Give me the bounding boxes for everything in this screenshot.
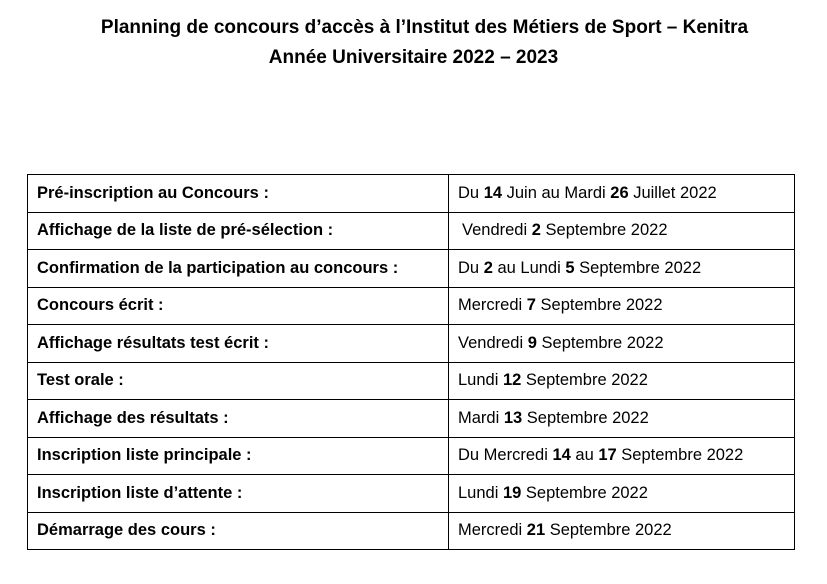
date-text: Septembre 2022 [540,221,668,240]
date-day: 17 [598,446,617,465]
date-text: Septembre 2022 [535,296,663,315]
date-day: 21 [526,521,546,540]
date-text: au Lundi [492,258,566,277]
event-date [449,437,795,475]
date-text: Du Mercredi [458,446,553,465]
date-day: 2 [483,258,493,277]
event-label: Pré-inscription au Concours : [28,175,449,213]
date-day: 9 [527,333,537,352]
event-date [449,325,795,363]
event-date [449,250,795,288]
date-day: 19 [502,483,522,502]
event-label: Affichage des résultats : [28,400,449,438]
date-text: Vendredi [458,333,528,352]
event-date [449,212,795,250]
table-row [28,212,795,250]
document-title: Planning de concours d’accès à l’Institut des Métiers de Sport – Kenitra [100,17,749,38]
event-date [449,475,795,513]
date-text: Septembre 2022 [521,371,648,390]
date-text: Juin au Mardi [502,183,611,202]
date-day: 5 [565,258,575,277]
date-day: 26 [610,183,629,202]
table-row [28,250,795,288]
date-text: Septembre 2022 [616,446,744,465]
schedule-table [27,174,795,550]
date-text: Vendredi [462,221,532,240]
date-text: Mercredi [458,296,527,315]
event-label: Concours écrit : [28,287,449,325]
event-label: Confirmation de la participation au concours : [28,250,449,288]
event-label: Démarrage des cours : [28,512,449,550]
event-date [449,512,795,550]
event-label: Affichage de la liste de pré-sélection : [28,212,449,250]
date-day: 2 [531,221,541,240]
table-row [28,437,795,475]
event-date [449,175,795,213]
table-row [28,287,795,325]
table-row [28,512,795,550]
date-text: Septembre 2022 [536,333,664,352]
date-text: Septembre 2022 [521,483,648,502]
table-row [28,325,795,363]
date-text: Juillet 2022 [628,183,717,202]
date-text: Mardi [458,408,504,427]
date-text: Septembre 2022 [574,258,702,277]
date-text: Lundi [458,371,503,390]
date-day: 14 [552,446,571,465]
table-row [28,362,795,400]
event-date [449,362,795,400]
date-text: Lundi [458,483,503,502]
event-date [449,287,795,325]
event-label: Affichage résultats test écrit : [28,325,449,363]
academic-year-subtitle: Année Universitaire 2022 – 2023 [268,47,559,68]
date-day: 12 [502,371,522,390]
date-text: Septembre 2022 [522,408,649,427]
event-label: Inscription liste d’attente : [28,475,449,513]
event-label: Test orale : [28,362,449,400]
event-label: Inscription liste principale : [28,437,449,475]
date-text: au [570,446,599,465]
date-text: Du [458,183,484,202]
date-text: Du [458,258,484,277]
table-row [28,175,795,213]
table-row [28,475,795,513]
date-text: Septembre 2022 [545,521,672,540]
date-day: 13 [503,408,523,427]
table-row [28,400,795,438]
date-day: 7 [526,296,536,315]
date-text: Mercredi [458,521,527,540]
event-date [449,400,795,438]
date-day: 14 [483,183,503,202]
